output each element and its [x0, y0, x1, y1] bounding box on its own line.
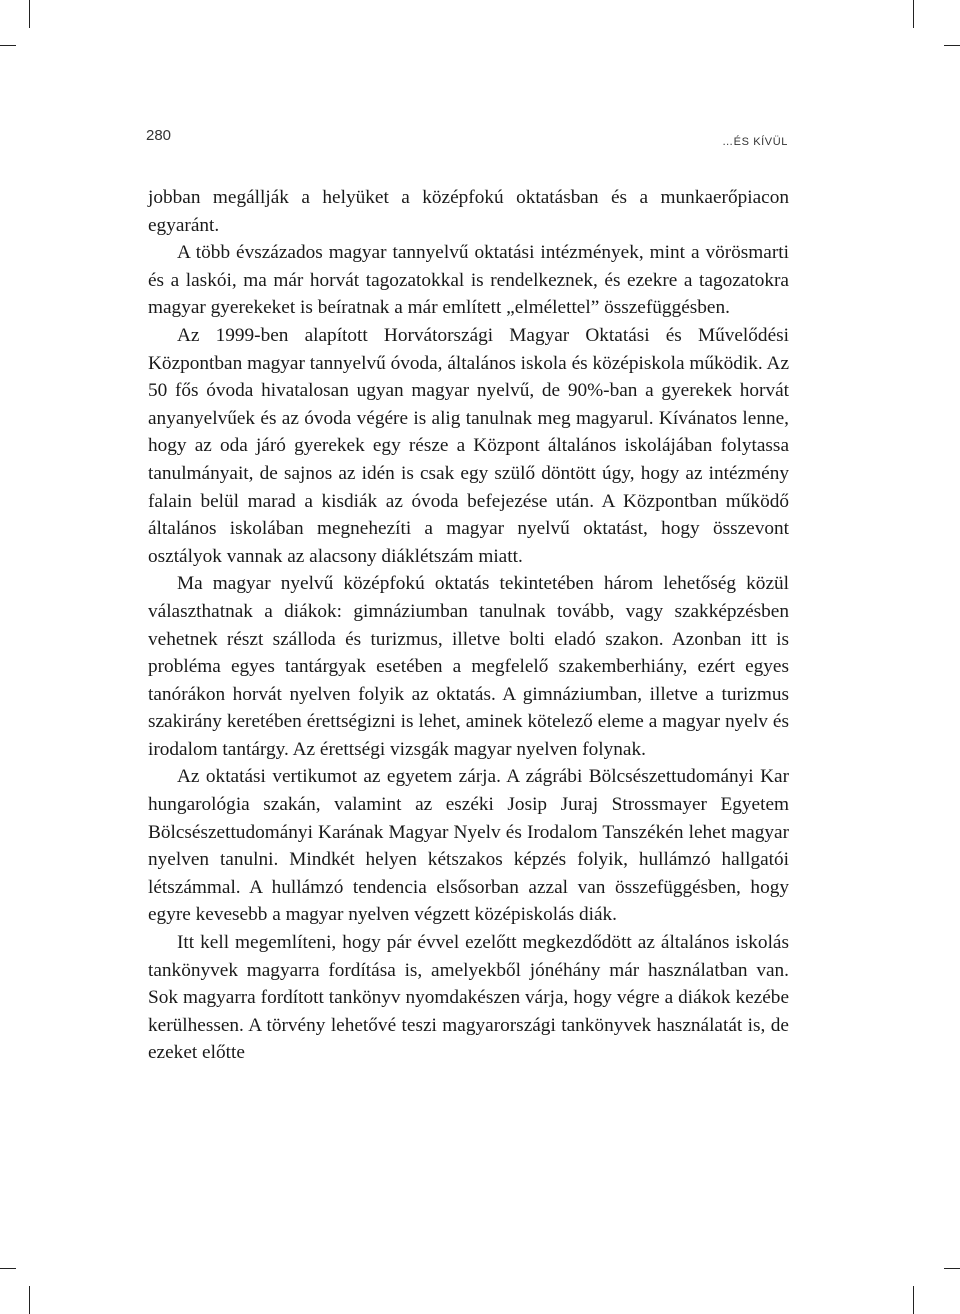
- crop-mark-top-left: [29, 0, 30, 28]
- crop-mark-h-bottom-right: [944, 1268, 960, 1269]
- crop-mark-top-right: [913, 0, 914, 28]
- page-number: 280: [146, 127, 172, 144]
- crop-mark-h-top-right: [944, 45, 960, 46]
- running-head: …ÉS KÍVÜL: [722, 136, 788, 148]
- paragraph: Itt kell megemlíteni, hogy pár évvel ezelőtt megkezdődött az általános iskolás tankönyvek magyarra fordítása is, amelyekből jónéhány már használatban van. Sok magyarra fordított tankönyv nyomdakészen várja, hogy végre a diákok kezébe kerülhessen. A törvény lehetővé teszi magyarországi tankönyvek használatát is, de ezeket előtte: [148, 932, 789, 1064]
- paragraph: Az 1999-ben alapított Horvátországi Magyar Oktatási és Művelődési Központban magyar tannyelvű óvoda, általános iskola és középiskola működik. Az 50 fős óvoda hivatalosan ugyan magyar nyelvű, de 90%-ban a gyerekek horvát anyanyelvűek és az óvoda végére is alig tanulnak meg magyarul. Kívánatos lenne, hogy az oda járó gyerekek egy része a Központ általános iskolájában folytassa tanulmányait, de sajnos az idén is csak egy szülő döntött úgy, hogy az intézmény falain belül marad a kisdiák az óvoda befejezése után. A Központban működő általános iskolában megnehezíti a magyar nyelvű oktatást, hogy összevont osztályok vannak az alacsony diáklétszám miatt.: [148, 324, 789, 567]
- body-text: [148, 184, 789, 1067]
- paragraph: A több évszázados magyar tannyelvű oktatási intézmények, mint a vörösmarti és a laskói, ma már horvát tagozatokkal is rendelkeznek, és ezekre a tagozatokra magyar gyerekeket is beíratnak a már említett „elmélettel” összefüggésben.: [148, 242, 789, 319]
- crop-mark-bottom-left: [29, 1286, 30, 1314]
- paragraph: Az oktatási vertikumot az egyetem zárja. A zágrábi Bölcsészettudományi Kar hungarológia szakán, valamint az eszéki Josip Juraj Strossmayer Egyetem Bölcsészettudományi Karának Magyar Nyelv és Irodalom Tanszékén lehet magyar nyelven tanulni. Mindkét helyen kétszakos képzés folyik, hullámzó hallgatói létszámmal. A hullámzó tendencia elsősorban azzal van összefüggésben, hogy egyre kevesebb a magyar nyelven végzett középiskolás diák.: [148, 766, 789, 926]
- paragraph-continuation: jobban megállják a helyüket a középfokú oktatásban és a munkaerőpiacon egyaránt.: [148, 187, 789, 236]
- crop-mark-h-bottom-left: [0, 1268, 16, 1269]
- paragraph: Ma magyar nyelvű középfokú oktatás tekintetében három lehetőség közül választhatnak a diákok: gimnáziumban tanulnak tovább, vagy szakképzésben vehetnek részt szálloda és turizmus, illetve bolti eladó szakon. Azonban itt is probléma egyes tantárgyak esetében a megfelelő szakemberhiány, ezért egyes tanórákon horvát nyelven folyik az oktatás. A gimnáziumban, illetve a turizmus szakirány keretében érettségizni is lehet, aminek kötelező eleme a magyar nyelv és irodalom tantárgy. Az érettségi vizsgák magyar nyelven folynak.: [148, 573, 789, 760]
- crop-mark-bottom-right: [913, 1286, 914, 1314]
- crop-mark-h-top-left: [0, 45, 16, 46]
